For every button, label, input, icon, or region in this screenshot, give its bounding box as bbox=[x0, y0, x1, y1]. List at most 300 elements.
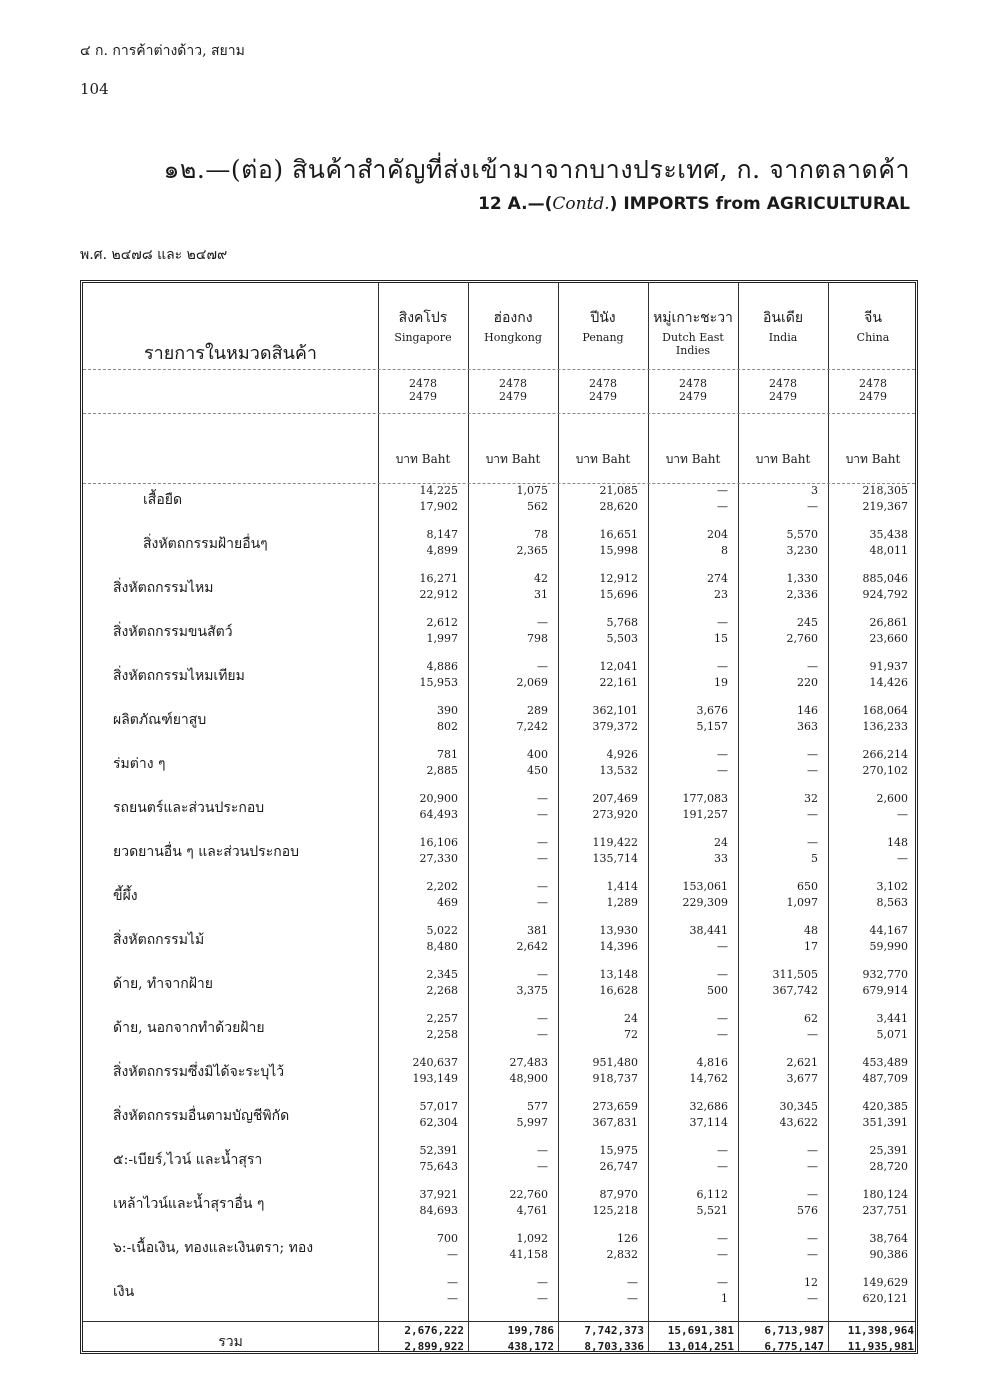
value-2478: 32,686 bbox=[689, 1100, 728, 1113]
value-2478: 16,651 bbox=[599, 528, 638, 541]
value-2479: 2,885 bbox=[426, 764, 458, 777]
value-2478: 27,483 bbox=[509, 1056, 548, 1069]
row-label: เสื้อยืด bbox=[143, 492, 183, 508]
row-label: ยวดยานอื่น ๆ และส่วนประกอบ bbox=[113, 844, 299, 860]
value-2478: — bbox=[807, 660, 818, 673]
value-2479: — bbox=[537, 852, 548, 865]
column-header bbox=[558, 307, 648, 344]
title-thai: ๑๒.—(ต่อ) สินค้าสำคัญที่ส่งเข้ามาจากบางประเทศ, ก. จากตลาดค้า bbox=[163, 155, 910, 184]
value-2479: 8,563 bbox=[876, 896, 908, 909]
value-2478: 126 bbox=[617, 1232, 638, 1245]
value-2479: 17 bbox=[804, 940, 818, 953]
year-header bbox=[558, 377, 648, 403]
year-bottom: 2479 bbox=[409, 390, 437, 403]
value-cell bbox=[738, 835, 828, 871]
value-cell bbox=[468, 483, 558, 519]
value-2479: — bbox=[627, 1292, 638, 1305]
value-2478: 400 bbox=[527, 748, 548, 761]
year-header bbox=[378, 377, 468, 403]
value-cell bbox=[468, 747, 558, 783]
value-cell bbox=[738, 1011, 828, 1047]
column-header bbox=[378, 307, 468, 344]
value-2478: — bbox=[537, 1276, 548, 1289]
value-2478: 48 bbox=[804, 924, 818, 937]
value-cell bbox=[648, 879, 738, 915]
total-cell bbox=[648, 1323, 738, 1359]
value-cell bbox=[648, 483, 738, 519]
year-top: 2478 bbox=[499, 377, 527, 390]
value-2479: 1,997 bbox=[426, 632, 458, 645]
title-eng-contd: Contd. bbox=[552, 194, 610, 214]
value-2479: — bbox=[807, 808, 818, 821]
unit-header: บาท Baht bbox=[665, 452, 721, 466]
value-2479: 237,751 bbox=[862, 1204, 908, 1217]
value-2478: 4,926 bbox=[606, 748, 638, 761]
value-2479: — bbox=[807, 764, 818, 777]
value-cell bbox=[378, 1275, 468, 1311]
value-2478: — bbox=[717, 1012, 728, 1025]
row-label: เหล้าไวน์และน้ำสุราอื่น ๆ bbox=[113, 1196, 265, 1212]
title-eng-suffix: ) IMPORTS from AGRICULTURAL bbox=[609, 194, 910, 214]
value-2478: 78 bbox=[534, 528, 548, 541]
value-cell bbox=[468, 659, 558, 695]
value-cell bbox=[738, 1231, 828, 1267]
value-2479: — bbox=[537, 1160, 548, 1173]
value-2479: 3,230 bbox=[786, 544, 818, 557]
value-2479: 5,157 bbox=[696, 720, 728, 733]
value-cell bbox=[558, 1187, 648, 1223]
total-2478: 2,676,222 bbox=[404, 1324, 464, 1337]
value-cell bbox=[648, 923, 738, 959]
value-2479: 135,714 bbox=[592, 852, 638, 865]
value-cell bbox=[558, 659, 648, 695]
title-block bbox=[164, 150, 910, 214]
value-2478: 6,112 bbox=[696, 1188, 728, 1201]
value-cell bbox=[648, 615, 738, 651]
value-2479: 48,900 bbox=[509, 1072, 548, 1085]
value-cell bbox=[648, 747, 738, 783]
value-2478: 5,022 bbox=[426, 924, 458, 937]
total-2478: 15,691,381 bbox=[667, 1324, 734, 1337]
value-2478: 577 bbox=[527, 1100, 548, 1113]
value-2478: — bbox=[807, 1232, 818, 1245]
table-row bbox=[83, 1099, 921, 1143]
value-2478: 951,480 bbox=[592, 1056, 638, 1069]
value-2478: 35,438 bbox=[869, 528, 908, 541]
value-2478: 1,075 bbox=[516, 484, 548, 497]
column-header-thai: จีน bbox=[864, 310, 882, 326]
value-cell bbox=[828, 791, 918, 827]
total-2478: 7,742,373 bbox=[584, 1324, 644, 1337]
value-2478: 149,629 bbox=[862, 1276, 908, 1289]
value-2479: 679,914 bbox=[862, 984, 908, 997]
value-2479: 15,696 bbox=[599, 588, 638, 601]
value-2478: — bbox=[807, 1188, 818, 1201]
value-2478: 8,147 bbox=[426, 528, 458, 541]
total-cell bbox=[738, 1323, 828, 1359]
value-2479: — bbox=[717, 764, 728, 777]
column-header bbox=[828, 307, 918, 344]
table-row bbox=[83, 703, 921, 747]
value-2478: 362,101 bbox=[592, 704, 638, 717]
value-2479: 64,493 bbox=[419, 808, 458, 821]
value-2478: — bbox=[717, 1276, 728, 1289]
value-2478: 781 bbox=[437, 748, 458, 761]
value-2479: — bbox=[717, 1028, 728, 1041]
value-cell bbox=[648, 1275, 738, 1311]
column-header-thai: อินเดีย bbox=[762, 310, 804, 326]
value-2479: 27,330 bbox=[419, 852, 458, 865]
row-label: ด้าย, ทำจากฝ้าย bbox=[113, 976, 213, 992]
table-row bbox=[83, 1143, 921, 1187]
value-2478: 38,441 bbox=[689, 924, 728, 937]
value-cell bbox=[468, 527, 558, 563]
page-header: ๔ ก. การค้าต่างด้าว, สยาม bbox=[80, 43, 245, 59]
value-2479: 16,628 bbox=[599, 984, 638, 997]
table-row bbox=[83, 923, 921, 967]
value-cell bbox=[828, 527, 918, 563]
value-cell bbox=[378, 483, 468, 519]
value-2479: — bbox=[447, 1248, 458, 1261]
unit-header: บาท Baht bbox=[755, 452, 811, 466]
value-cell bbox=[648, 703, 738, 739]
value-2478: 3,676 bbox=[696, 704, 728, 717]
value-2479: — bbox=[537, 1292, 548, 1305]
title-english bbox=[164, 194, 910, 214]
value-cell bbox=[828, 747, 918, 783]
value-2478: — bbox=[717, 1144, 728, 1157]
year-header bbox=[468, 377, 558, 403]
value-2479: 17,902 bbox=[419, 500, 458, 513]
value-cell bbox=[468, 1275, 558, 1311]
value-2478: — bbox=[717, 660, 728, 673]
value-2479: 84,693 bbox=[419, 1204, 458, 1217]
year-bottom: 2479 bbox=[589, 390, 617, 403]
value-2478: 289 bbox=[527, 704, 548, 717]
value-2478: 4,886 bbox=[426, 660, 458, 673]
value-2479: — bbox=[717, 940, 728, 953]
value-2479: 19 bbox=[714, 676, 728, 689]
value-cell bbox=[648, 527, 738, 563]
value-2479: 620,121 bbox=[862, 1292, 908, 1305]
value-cell bbox=[468, 835, 558, 871]
column-header bbox=[648, 307, 738, 357]
value-2478: 119,422 bbox=[592, 836, 638, 849]
value-2479: 191,257 bbox=[682, 808, 728, 821]
value-2479: 2,268 bbox=[426, 984, 458, 997]
value-cell bbox=[378, 1011, 468, 1047]
year-note: พ.ศ. ๒๔๗๘ และ ๒๔๗๙ bbox=[80, 247, 228, 263]
value-2479: — bbox=[537, 808, 548, 821]
value-2479: — bbox=[537, 896, 548, 909]
value-cell bbox=[468, 1231, 558, 1267]
value-2479: 23 bbox=[714, 588, 728, 601]
row-label: ร่มต่าง ๆ bbox=[113, 756, 166, 772]
value-cell bbox=[378, 967, 468, 1003]
value-cell bbox=[378, 879, 468, 915]
value-2479: 62,304 bbox=[419, 1116, 458, 1129]
total-2479: 438,172 bbox=[507, 1340, 554, 1353]
table-row bbox=[83, 527, 921, 571]
value-2478: 2,621 bbox=[786, 1056, 818, 1069]
value-2479: 363 bbox=[797, 720, 818, 733]
value-2478: — bbox=[717, 1232, 728, 1245]
value-cell bbox=[828, 615, 918, 651]
page-number: 104 bbox=[80, 80, 109, 98]
value-2478: 16,106 bbox=[419, 836, 458, 849]
value-cell bbox=[738, 747, 828, 783]
value-cell bbox=[378, 923, 468, 959]
row-label: ๖:-เนื้อเงิน, ทองและเงินตรา; ทอง bbox=[113, 1240, 314, 1256]
table-row bbox=[83, 659, 921, 703]
value-2479: 72 bbox=[624, 1028, 638, 1041]
value-2478: 3,102 bbox=[876, 880, 908, 893]
total-2479: 11,935,981 bbox=[847, 1340, 914, 1353]
column-header bbox=[468, 307, 558, 344]
value-2479: 48,011 bbox=[869, 544, 908, 557]
value-2478: 240,637 bbox=[412, 1056, 458, 1069]
row-label: สิ่งหัตถกรรมขนสัตว์ bbox=[113, 624, 233, 640]
value-2478: 16,271 bbox=[419, 572, 458, 585]
value-2479: 23,660 bbox=[869, 632, 908, 645]
value-2479: 22,161 bbox=[599, 676, 638, 689]
value-2478: 2,345 bbox=[426, 968, 458, 981]
column-header-english: Dutch East Indies bbox=[662, 331, 724, 357]
value-2478: — bbox=[537, 660, 548, 673]
value-2479: 33 bbox=[714, 852, 728, 865]
value-cell bbox=[828, 1011, 918, 1047]
value-2479: 75,643 bbox=[419, 1160, 458, 1173]
value-cell bbox=[378, 527, 468, 563]
value-2479: 2,069 bbox=[516, 676, 548, 689]
value-cell bbox=[738, 1055, 828, 1091]
value-cell bbox=[828, 835, 918, 871]
table-row bbox=[83, 1275, 921, 1319]
value-cell bbox=[648, 1099, 738, 1135]
value-2478: 168,064 bbox=[862, 704, 908, 717]
value-cell bbox=[738, 615, 828, 651]
value-2479: 43,622 bbox=[779, 1116, 818, 1129]
column-header-thai: ปีนัง bbox=[590, 310, 616, 326]
value-cell bbox=[648, 1055, 738, 1091]
value-2479: — bbox=[717, 1248, 728, 1261]
value-cell bbox=[738, 483, 828, 519]
value-2478: 20,900 bbox=[419, 792, 458, 805]
year-top: 2478 bbox=[589, 377, 617, 390]
year-top: 2478 bbox=[769, 377, 797, 390]
value-cell bbox=[558, 1055, 648, 1091]
total-2479: 8,703,336 bbox=[584, 1340, 644, 1353]
value-2479: 5,521 bbox=[696, 1204, 728, 1217]
value-cell bbox=[378, 703, 468, 739]
value-2478: 21,085 bbox=[599, 484, 638, 497]
value-cell bbox=[738, 879, 828, 915]
total-cell bbox=[468, 1323, 558, 1359]
value-2478: 22,760 bbox=[509, 1188, 548, 1201]
year-header bbox=[738, 377, 828, 403]
value-cell bbox=[378, 659, 468, 695]
value-2479: — bbox=[807, 1292, 818, 1305]
value-2479: 2,832 bbox=[606, 1248, 638, 1261]
total-2478: 6,713,987 bbox=[764, 1324, 824, 1337]
value-2478: 420,385 bbox=[862, 1100, 908, 1113]
column-header-english: Singapore bbox=[394, 331, 452, 344]
value-2478: 3 bbox=[811, 484, 818, 497]
value-2478: 32 bbox=[804, 792, 818, 805]
value-cell bbox=[828, 659, 918, 695]
value-2479: 14,426 bbox=[869, 676, 908, 689]
value-2479: 5,997 bbox=[516, 1116, 548, 1129]
value-cell bbox=[468, 1143, 558, 1179]
value-2478: — bbox=[447, 1276, 458, 1289]
value-cell bbox=[738, 527, 828, 563]
value-2479: 1,097 bbox=[786, 896, 818, 909]
value-2478: — bbox=[537, 880, 548, 893]
value-2479: 229,309 bbox=[682, 896, 728, 909]
value-2478: 3,441 bbox=[876, 1012, 908, 1025]
value-2478: 218,305 bbox=[862, 484, 908, 497]
imports-table bbox=[80, 280, 918, 1354]
value-2479: 3,677 bbox=[786, 1072, 818, 1085]
value-2479: 270,102 bbox=[862, 764, 908, 777]
table-row bbox=[83, 1011, 921, 1055]
row-label: สิ่งหัตถกรรมไหม bbox=[113, 580, 214, 596]
value-2478: 62 bbox=[804, 1012, 818, 1025]
value-cell bbox=[738, 923, 828, 959]
value-2479: 15 bbox=[714, 632, 728, 645]
header-divider bbox=[83, 413, 915, 414]
value-2478: 932,770 bbox=[862, 968, 908, 981]
value-2479: 2,258 bbox=[426, 1028, 458, 1041]
value-2478: — bbox=[717, 616, 728, 629]
value-2479: 450 bbox=[527, 764, 548, 777]
value-2478: 91,937 bbox=[869, 660, 908, 673]
unit-header: บาท Baht bbox=[845, 452, 901, 466]
value-2479: 2,365 bbox=[516, 544, 548, 557]
value-cell bbox=[828, 1187, 918, 1223]
value-2478: — bbox=[717, 968, 728, 981]
value-2478: — bbox=[537, 616, 548, 629]
value-cell bbox=[648, 791, 738, 827]
total-2478: 11,398,964 bbox=[847, 1324, 914, 1337]
row-label: สิ่งหัตถกรรมอื่นตามบัญชีพิกัด bbox=[113, 1108, 290, 1124]
row-label: ผลิตภัณฑ์ยาสูบ bbox=[113, 712, 207, 728]
value-2479: 1 bbox=[721, 1292, 728, 1305]
value-cell bbox=[558, 923, 648, 959]
value-cell bbox=[738, 1187, 828, 1223]
value-2478: — bbox=[807, 748, 818, 761]
value-2478: 12,041 bbox=[599, 660, 638, 673]
value-2479: 220 bbox=[797, 676, 818, 689]
value-2479: 2,760 bbox=[786, 632, 818, 645]
value-2478: 153,061 bbox=[682, 880, 728, 893]
total-2479: 6,775,147 bbox=[764, 1340, 824, 1353]
value-2478: 148 bbox=[887, 836, 908, 849]
value-2479: 31 bbox=[534, 588, 548, 601]
value-cell bbox=[558, 703, 648, 739]
value-2478: 2,612 bbox=[426, 616, 458, 629]
value-cell bbox=[828, 1143, 918, 1179]
value-2479: — bbox=[717, 500, 728, 513]
value-2478: 885,046 bbox=[862, 572, 908, 585]
value-cell bbox=[828, 967, 918, 1003]
row-label: เงิน bbox=[113, 1284, 135, 1300]
value-cell bbox=[468, 703, 558, 739]
table-row bbox=[83, 879, 921, 923]
column-header-thai: หมู่เกาะชะวา bbox=[653, 310, 733, 326]
value-cell bbox=[648, 967, 738, 1003]
value-cell bbox=[558, 791, 648, 827]
title-eng-prefix: 12 A.—( bbox=[478, 194, 553, 214]
value-2479: 487,709 bbox=[862, 1072, 908, 1085]
value-2478: 650 bbox=[797, 880, 818, 893]
value-2479: 14,762 bbox=[689, 1072, 728, 1085]
value-2479: 5 bbox=[811, 852, 818, 865]
value-2479: 41,158 bbox=[509, 1248, 548, 1261]
value-cell bbox=[558, 835, 648, 871]
value-2479: 15,998 bbox=[599, 544, 638, 557]
value-2478: 52,391 bbox=[419, 1144, 458, 1157]
value-cell bbox=[648, 659, 738, 695]
value-cell bbox=[828, 571, 918, 607]
value-cell bbox=[468, 1055, 558, 1091]
value-cell bbox=[738, 1275, 828, 1311]
table-row bbox=[83, 1187, 921, 1231]
value-2479: — bbox=[897, 852, 908, 865]
table-row bbox=[83, 483, 921, 527]
value-2479: 14,396 bbox=[599, 940, 638, 953]
column-header-english: Hongkong bbox=[484, 331, 542, 344]
value-2478: 14,225 bbox=[419, 484, 458, 497]
value-2479: 2,336 bbox=[786, 588, 818, 601]
value-2478: 177,083 bbox=[682, 792, 728, 805]
value-2478: 311,505 bbox=[772, 968, 818, 981]
value-cell bbox=[558, 615, 648, 651]
value-cell bbox=[378, 615, 468, 651]
value-cell bbox=[648, 571, 738, 607]
value-2478: 381 bbox=[527, 924, 548, 937]
unit-header: บาท Baht bbox=[485, 452, 541, 466]
column-header-english: Penang bbox=[582, 331, 624, 344]
value-2478: — bbox=[807, 1144, 818, 1157]
value-2479: 802 bbox=[437, 720, 458, 733]
value-2479: — bbox=[807, 500, 818, 513]
value-cell bbox=[558, 1275, 648, 1311]
value-cell bbox=[738, 1143, 828, 1179]
value-2479: 37,114 bbox=[689, 1116, 728, 1129]
value-cell bbox=[738, 1099, 828, 1135]
total-divider bbox=[83, 1321, 915, 1322]
value-cell bbox=[558, 1231, 648, 1267]
value-2479: 26,747 bbox=[599, 1160, 638, 1173]
row-label: สิ่งหัตถกรรมไม้ bbox=[113, 932, 205, 948]
year-bottom: 2479 bbox=[859, 390, 887, 403]
value-2479: 193,149 bbox=[412, 1072, 458, 1085]
value-cell bbox=[378, 747, 468, 783]
value-cell bbox=[378, 791, 468, 827]
value-cell bbox=[828, 483, 918, 519]
value-cell bbox=[468, 967, 558, 1003]
value-cell bbox=[648, 1143, 738, 1179]
value-cell bbox=[378, 1055, 468, 1091]
unit-header: บาท Baht bbox=[395, 452, 451, 466]
value-2479: 22,912 bbox=[419, 588, 458, 601]
value-2478: 12,912 bbox=[599, 572, 638, 585]
value-cell bbox=[738, 571, 828, 607]
value-cell bbox=[648, 1011, 738, 1047]
value-2479: — bbox=[807, 1028, 818, 1041]
value-cell bbox=[558, 967, 648, 1003]
